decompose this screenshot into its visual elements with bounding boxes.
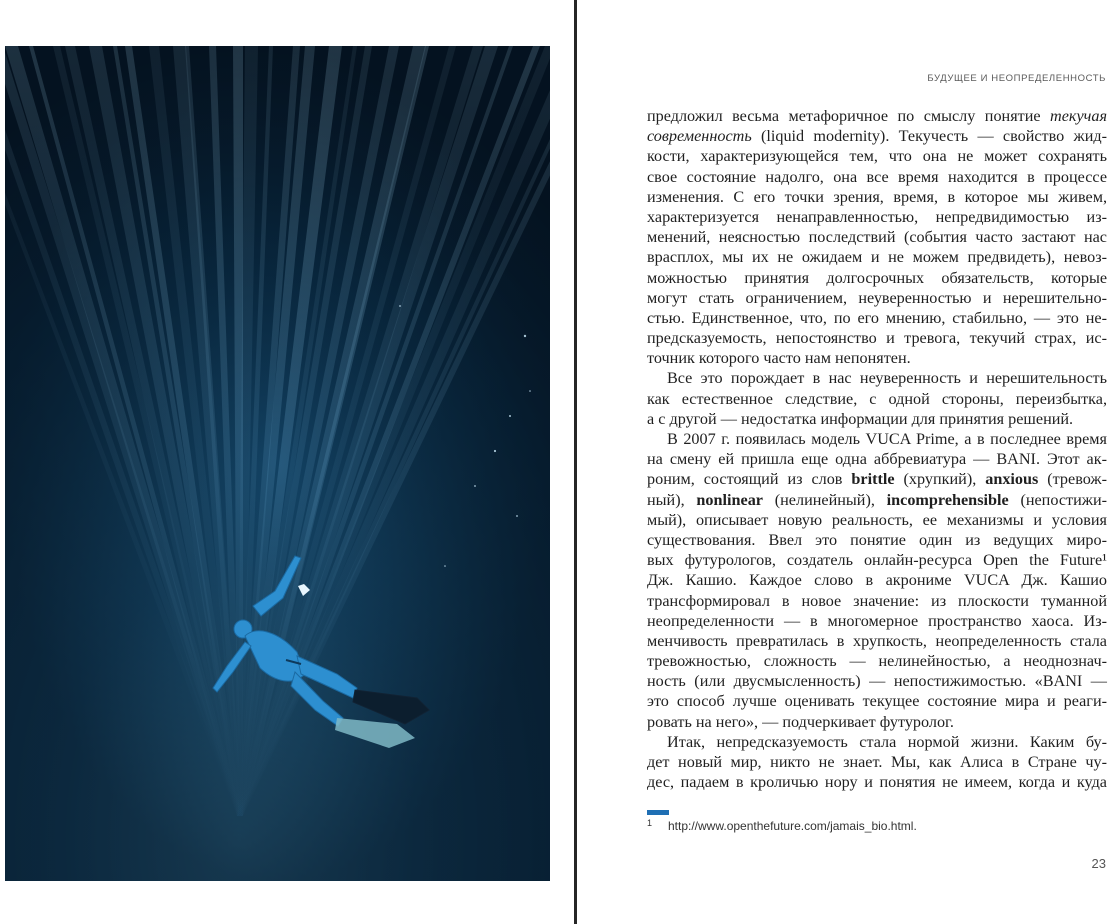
body-line: врасплох, мы их не ожидаем и не можем предвидеть), невоз- — [647, 248, 1107, 267]
right-page — [577, 0, 1112, 924]
body-line: свое состояние надолго, она все время находится в процессе — [647, 167, 1107, 186]
body-line: Все это порождает в нас неуверенность и нерешительность — [667, 369, 1107, 388]
footnote-mark: 1 — [647, 818, 653, 828]
body-text — [647, 106, 1107, 792]
body-line: менений, неясностью последствий (события часто застают нас — [647, 228, 1107, 247]
body-line: ный), nonlinear (нелинейный), incomprehensible (непостижи- — [647, 490, 1107, 509]
body-line: существования. Ввел это понятие один из ведущих миро- — [647, 530, 1107, 549]
body-line: тревожностью, сложность — нелинейностью, а неоднознач- — [647, 652, 1107, 671]
footnote-text: http://www.openthefuture.com/jamais_bio.html. — [668, 819, 917, 833]
page-number: 23 — [1091, 856, 1106, 871]
body-line: на смену ей пришла еще одна аббревиатура — BANI. Этот ак- — [647, 450, 1107, 469]
body-line: менчивость превратилась в хрупкость, неопределенность стала — [647, 631, 1107, 650]
body-line: точник которого часто нам непонятен. — [647, 349, 911, 368]
body-line: дет новый мир, никто не знает. Мы, как Алиса в Стране чу- — [647, 753, 1107, 771]
body-line: вых футурологов, создатель онлайн-ресурса Open the Future¹ — [647, 551, 1107, 570]
body-line: трансформировал в новое значение: из плоскости туманной — [647, 591, 1107, 610]
body-line: характеризуется ненаправленностью, непредвидимостью из- — [647, 207, 1107, 226]
body-line: роним, состоящий из слов brittle (хрупкий), anxious (тревож- — [647, 470, 1107, 489]
body-line: а с другой — недостатка информации для принятия решений. — [647, 409, 1074, 428]
body-line: Итак, непредсказуемость стала нормой жизни. Каким бу- — [667, 732, 1107, 751]
body-line: неопределенности — в многомерное пространство хаоса. Из- — [647, 611, 1107, 630]
body-line: предложил весьма метафоричное по смыслу понятие текучая — [647, 107, 1107, 125]
body-line: можностью принятия долгосрочных обязательств, которые — [647, 268, 1107, 287]
body-line: изменения. С его точки зрения, время, в которое мы живем, — [647, 187, 1107, 206]
body-line: это способ лучше оценивать текущее состояние мира и реаги- — [647, 692, 1107, 711]
body-line: дес, падаем в кроличью нору и понятия не имеем, когда и куда — [647, 773, 1107, 792]
body-line: кости, характеризующейся тем, что она не может сохранять — [647, 147, 1107, 166]
body-line: могут стать ограничением, неуверенностью и нерешительно- — [647, 288, 1107, 307]
body-line: стью. Единственное, что, по его мнению, стабильно, — это не- — [647, 308, 1107, 327]
body-line: предсказуемость, непостоянство и тревога, текучий страх, ис- — [647, 329, 1107, 348]
body-line: ность (или двусмысленность) — непостижимостью. «BANI — — [647, 672, 1107, 691]
body-line: как естественное следствие, с одной стороны, переизбытка, — [647, 389, 1107, 408]
body-line: В 2007 г. появилась модель VUCA Prime, а в последнее время — [667, 430, 1107, 448]
footnote-rule — [647, 810, 669, 815]
body-line: ровать на него», — подчеркивает футуролог. — [647, 712, 954, 731]
body-line: мый), описывает новую реальность, ее механизмы и условия — [647, 510, 1107, 529]
underwater-diver-photo — [5, 46, 550, 881]
body-line: Дж. Кашио. Каждое слово в акрониме VUCA Дж. Кашио — [647, 571, 1107, 590]
running-head: БУДУЩЕЕ И НЕОПРЕДЕЛЕННОСТЬ — [927, 73, 1106, 84]
body-line: современность (liquid modernity). Текучесть — свойство жид- — [647, 127, 1107, 146]
